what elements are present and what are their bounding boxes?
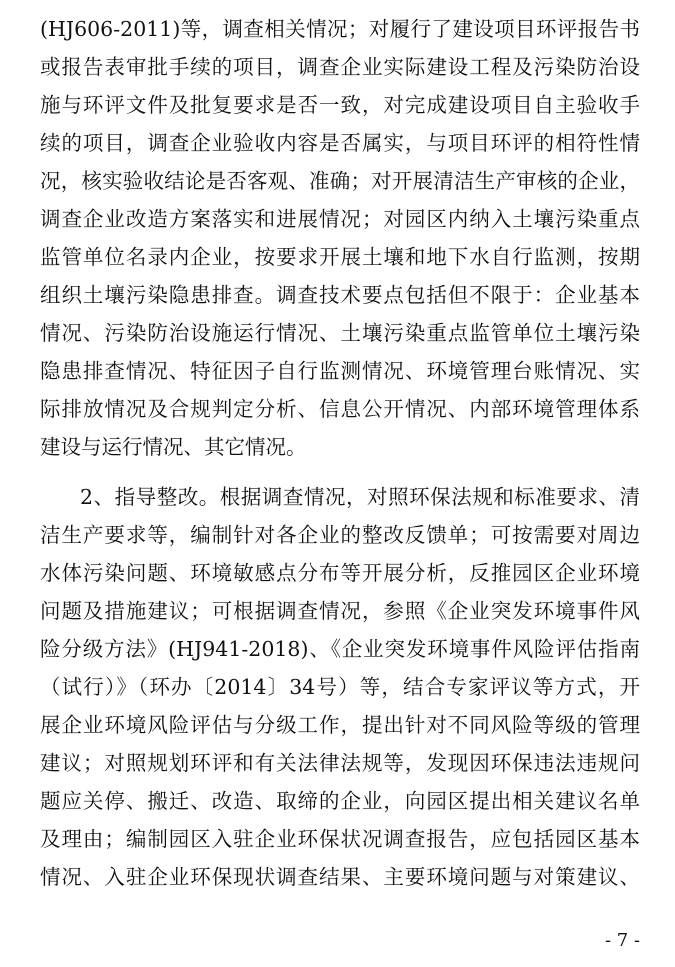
text-line: 水体污染问题、环境敏感点分布等开展分析，反推园区企业环境 <box>40 561 640 585</box>
text-line: 及理由；编制园区入驻企业环保状况调查报告，应包括园区基本 <box>40 827 640 851</box>
text-line: 建设与运行情况、其它情况。 <box>40 435 307 459</box>
text-line: 情况、污染防治设施运行情况、土壤污染重点监管单位土壤污染 <box>40 321 640 345</box>
text-line: 际排放情况及合规判定分析、信息公开情况、内部环境管理体系 <box>40 397 640 421</box>
text-line: 险分级方法》(HJ941-2018)、《企业突发环境事件风险评估指南 <box>40 637 640 661</box>
text-line: 洁生产要求等，编制针对各企业的整改反馈单；可按需要对周边 <box>40 523 640 547</box>
text-line: （试行）》（环办〔2014〕34号）等，结合专家评议等方式，开 <box>40 675 640 699</box>
text-line: 监管单位名录内企业，按要求开展土壤和地下水自行监测，按期 <box>40 245 640 269</box>
text-line: (HJ606-2011)等，调查相关情况；对履行了建设项目环评报告书 <box>40 17 640 41</box>
text-line: 或报告表审批手续的项目，调查企业实际建设工程及污染防治设 <box>40 55 640 79</box>
paragraph-first-line: 2、指导整改。根据调查情况，对照环保法规和标准要求、清 <box>80 485 640 509</box>
text-line: 问题及措施建议；可根据调查情况，参照《企业突发环境事件风 <box>40 599 640 623</box>
page-number: - 7 - <box>604 930 640 951</box>
text-line: 情况、入驻企业环保现状调查结果、主要环境问题与对策建议、 <box>40 865 640 889</box>
text-line: 展企业环境风险评估与分级工作，提出针对不同风险等级的管理 <box>40 713 640 737</box>
text-line: 隐患排查情况、特征因子自行监测情况、环境管理台账情况、实 <box>40 359 640 383</box>
text-line: 况，核实验收结论是否客观、准确；对开展清洁生产审核的企业， <box>40 169 640 193</box>
text-line: 施与环评文件及批复要求是否一致，对完成建设项目自主验收手 <box>40 93 640 117</box>
text-line: 续的项目，调查企业验收内容是否属实，与项目环评的相符性情 <box>40 131 640 155</box>
text-line: 组织土壤污染隐患排查。调查技术要点包括但不限于：企业基本 <box>40 283 640 307</box>
text-line: 题应关停、搬迁、改造、取缔的企业，向园区提出相关建议名单 <box>40 789 640 813</box>
text-line: 建议；对照规划环评和有关法律法规等，发现因环保违法违规问 <box>40 751 640 775</box>
text-line: 调查企业改造方案落实和进展情况；对园区内纳入土壤污染重点 <box>40 207 640 231</box>
